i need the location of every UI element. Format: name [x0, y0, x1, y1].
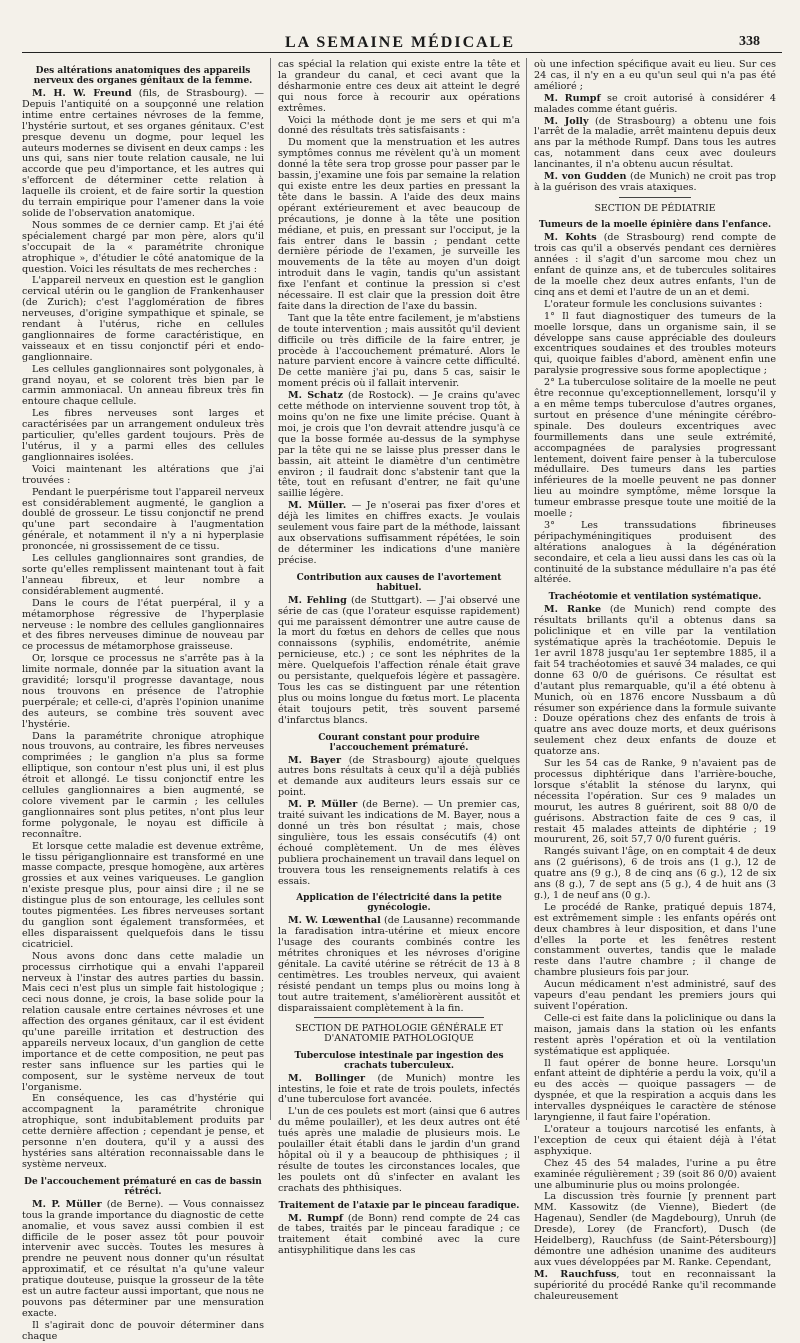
- paragraph: Voici la méthode dont je me sers et qui m'a donné des résultats très satisfaisants :: [278, 114, 520, 137]
- paragraph: Il s'agirait donc de pouvoir déterminer dans chaque: [22, 1319, 264, 1342]
- paragraph: Sur les 54 cas de Ranke, 9 n'avaient pas de processus diphtérique dans l'arrière-bouche, lorsque s'établit la sténose du larynx, qui nécessita l'opération. Sur ces 9 malades un mourut, les autres 8 guérirent, soit 88 0/0 de guérisons. Abstraction faite de ces 9 cas, il restait 45 malades atteints de diphtérie ; 19 moururent, 26, soit 57,7 0/0 furent guéris.: [534, 758, 776, 846]
- article-heading: Courant constant pour produire l'accouchement prématuré.: [318, 732, 480, 753]
- paragraph: M. Kohts (de Strasbourg) rend compte de trois cas qu'il a observés pendant ces dernières années : il s'agit d'un sarcome mou chez un enfant de quinze ans, et de tubercules solitaires de la moelle chez deux autres enfants, l'un de cinq ans et demi et l'autre de un an et demi.: [534, 232, 776, 298]
- paragraph: Il faut opérer de bonne heure. Lorsqu'un enfant atteint de diphtérie a perdu la voix, qu'il a eu des accès — quoique passagers — de dyspnée, et que la respiration a acquis dans les intervalles dyspnéiques le caractère de sténose laryngienne, il faut faire l'opération.: [534, 1057, 776, 1124]
- paragraph: Tant que la tête entre facilement, je m'abstiens de toute intervention ; mais aussitôt qu'il devient difficile ou très difficile de la faire entrer, je procède à l'accouchement prématuré. Alors le nature parvient encore à vaincre cette difficulté. De cette manière j'ai pu, dans 5 cas, saisir le moment précis où il fallait intervenir.: [278, 312, 520, 390]
- paragraph: Dans le cours de l'état puerpéral, il y a métamorphose régressive de l'hyperplasie nerveuse : le nombre des cellules ganglionnaires et des fibres nerveuses diminue de nouveau par ce processus de métamorphose graisseuse.: [22, 597, 264, 653]
- speaker-name: M. Kohts: [544, 232, 597, 244]
- section-title: SECTION DE PÉDIATRIE: [594, 202, 716, 214]
- article-heading: De l'accouchement prématuré en cas de bassin rétréci.: [24, 1176, 262, 1197]
- paragraph: Pendant le puerpérisme tout l'appareil nerveux est considérablement augmenté, le ganglion a doublé de grosseur. Le tissu conjonctif ne prend qu'une part secondaire à l'augmentation générale, et notamment il n'y a ni hyperplasie prononcée, ni grossissement de ce tissu.: [22, 486, 264, 553]
- paragraph: M. Fehling (de Stuttgart). — J'ai observé une série de cas (que l'orateur esquisse rapidement) qui me paraissent démontrer une autre cause de la mort du fœtus en dehors de celles que nous connaissons (syphilis, endométrite, anémie pernicieuse, etc.) ; ce sont les néphrites de la mère. Quelquefois l'affection rénale était grave ou persistante, quelquefois légère et passagère. Tous les cas se distinguent par une rétention plus ou moins longue du fœtus mort. Le placenta était toujours petit, très souvent parsemé d'infarctus blancs.: [278, 594, 520, 726]
- speaker-name: M. von Gudden: [544, 171, 627, 183]
- article-heading: Des altérations anatomiques des appareils nerveux des organes génitaux de la femme.: [33, 66, 253, 86]
- paragraph: L'appareil nerveux en question est le ganglion cervical utérin ou le ganglion de Frankenhauser (de Zurich); c'est l'agglomération de fibres nerveuses, d'origine sympathique et spinale, se rendant à l'utérus, riche en cellules ganglionnaires de forme caractéristique, en vaisseaux et en tissu conjonctif péri et endo-ganglionnaire.: [22, 275, 264, 363]
- column-3: [534, 59, 777, 1302]
- paragraph: Et lorsque cette maladie est devenue extrême, le tissu périganglionnaire est transformé en une masse compacte, presque homogène, aux artères grossies et aux veines variqueuses. Le ganglion n'existe presque plus, pour ainsi dire ; il ne se distingue plus de son entourage, les cellules sont toutes pigmentées. Les fibres nerveuses sortant du ganglion sont également transformées, et elles disparaissent quelquefois dans le tissu cicatriciel.: [22, 840, 264, 950]
- paragraph: M. Müller. — Je n'oserai pas fixer d'ores et déjà les limites en chiffres exacts. Je voulais seulement vous faire part de la méthode, laissant aux observations suffisamment répétées, le soin de déterminer les indications d'une manière précise.: [278, 500, 520, 566]
- speaker-name: M. W. Lœwenthal: [288, 915, 381, 927]
- paragraph: Les cellules ganglionnaires sont polygonales, à grand noyau, et se colorent très bien par le carmin ammoniacal. Un anneau fibreux très fin entoure chaque cellule.: [22, 363, 264, 408]
- page-number: 338: [739, 34, 760, 49]
- article-heading: Tuberculose intestinale par ingestion des crachats tuberculeux.: [294, 1050, 504, 1071]
- speaker-name: M. Rauchfuss: [534, 1268, 617, 1280]
- paragraph: M. Rauchfuss, tout en reconnaissant la supériorité du procédé Ranke qu'il recommande chaleureusement: [534, 1268, 777, 1302]
- speaker-name: M. Bollinger: [288, 1072, 366, 1084]
- paragraph: En conséquence, les cas d'hystérie qui accompagnent la paramétrite chronique atrophique, sont indubitablement produits par cette dernière affection ; cependant je pense, et personne n'en doutera, qu'il y a aussi des hystéries sans altération reconnaissable dans le système nerveux.: [22, 1093, 264, 1170]
- paragraph: L'orateur formule les conclusions suivantes :: [544, 298, 763, 310]
- speaker-name: M. Bayer: [288, 754, 342, 766]
- paragraph: M. Schatz (de Rostock). — Je crains qu'avec cette méthode on intervienne souvent trop tôt, à moins qu'on ne fixe une limite précise. Quant à moi, je crois que l'on devrait attendre jusqu'à ce que la bosse formée au-dessus de la symphyse par la tête qui ne se laisse plus presser dans le bassin, ait atteint le diamètre d'un centimètre environ ; il faudrait donc s'abstenir tant que la tête, tout en refusant d'entrer, ne fait qu'une saillie légère.: [278, 390, 520, 500]
- section-rule: [619, 197, 692, 198]
- paragraph: M. P. Müller (de Berne). — Un premier cas, traité suivant les indications de M. Bayer, nous a donné un très bon résultat ; mais, chose singulière, tous les essais consécutifs (4) ont échoué complètement. Un de mes élèves publiera prochainement un travail dans lequel on trouvera tous les renseignements relatifs à ces essais.: [278, 799, 520, 887]
- paragraph: La discussion très fournie [y prennent part MM. Kassowitz (de Vienne), Biedert (de Hagenau), Sendler (de Magdebourg), Unruh (de Dresde), Lorey (de Francfort), Dusch (de Heidelberg), Rauchfuss (de Saint-Pétersbourg)] démontre une adhésion unanime des auditeurs aux vues développées par M. Ranke. Cependant,: [534, 1191, 776, 1268]
- speaker-name: M. Rumpf: [544, 92, 601, 104]
- speaker-name: M. P. Müller: [288, 799, 358, 811]
- paragraph: Rangés suivant l'âge, on en comptait 4 de deux ans (2 guérisons), 6 de trois ans (1 g.), 12 de quatre ans (9 g.), 8 de cinq ans (6 g.), 12 de six ans (8 g.), 7 de sept ans (5 g.), 4 de huit ans (3 g.), 1 de neuf ans (0 g.).: [534, 846, 776, 901]
- article-heading: Contribution aux causes de l'avortement habituel.: [296, 572, 502, 593]
- paragraph: Nous avons donc dans cette maladie un processus cirrhotique qui a envahi l'appareil nerveux à l'instar des autres parties du bassin. Mais ceci n'est plus un simple fait histologique ; ceci nous donne, je crois, la base solide pour la relation causale entre certaines névroses et une affection des organes génitaux, car il est évident qu'une pareille irritation et destruction des appareils nerveux locaux, d'un ganglion de cette importance et de cette composition, ne peut pas rester sans influence sur les parties qui le composent, sur le système nerveux de tout l'organisme.: [22, 950, 264, 1093]
- page-header: [0, 10, 800, 51]
- paragraph: 2° La tuberculose solitaire de la moelle ne peut être reconnue qu'exceptionnellement, lorsqu'il y a en même temps tuberculose d'autres organes, surtout en présence d'une méningite cérébro-spinale. Des douleurs excentriques avec fourmillements dans une seule extrémité, accompagnées de paralysies progressant lentement, doivent faire penser à la tuberculose médullaire. Des tumeurs dans les parties inférieures de la moelle peuvent ne pas donner lieu au moindre symptôme, même lorsque la tumeur embrasse presque toute une moitié de la moelle ;: [534, 377, 776, 520]
- paragraph: M. Bayer (de Strasbourg) ajoute quelques autres bons résultats à ceux qu'il a déjà publiés et demande aux auditeurs leurs essais sur ce point.: [278, 754, 521, 799]
- speaker-name: M. H. W. Freund: [32, 88, 132, 99]
- speaker-name: M. Jolly: [544, 115, 589, 127]
- paragraph: M. Rumpf se croit autorisé à considérer 4 malades comme étant guéris.: [534, 92, 776, 115]
- article-heading: Trachéotomie et ventilation systématique.: [548, 592, 762, 603]
- paragraph: Nous sommes de ce dernier camp. Et j'ai été spécialement chargé par mon père, alors qu'il s'occupait de la « paramétrite chronique atrophique », d'étudier le côté anatomique de la question. Voici les résultats de mes recherches :: [22, 219, 264, 275]
- paragraph: L'un de ces poulets est mort (ainsi que 6 autres du même poulailler), et les deux autres ont été tués après une maladie de plusieurs mois. Le poulailler était établi dans le jardin d'un grand hôpital où il y a beaucoup de phthisiques ; il résulte de toutes les circonstances locales, que les poulets ont dû s'infecter en avalant les crachats des phthisiques.: [278, 1106, 520, 1194]
- paragraph: Du moment que la menstruation et les autres symptômes connus me révèlent qu'à un moment donné la tête sera trop grosse pour passer par le bassin, j'examine une fois par semaine la relation qui existe entre les deux parties en pressant la tête dans le bassin. A l'aide des deux mains opérant extérieurement et avec beaucoup de précautions, je donne à la tête une position médiane, et puis, en pressant sur l'occiput, je la fais entrer dans le bassin ; pendant cette dernière période de l'examen, je surveille les mouvements de la tête au moyen d'un doigt introduit dans le vagin, tandis qu'un assistant fixe l'enfant et continue la pression si c'est nécessaire. Il est clair que la pression doit être faite dans la direction de l'axe du bassin.: [278, 137, 520, 312]
- paragraph: Les fibres nerveuses sont larges et caractérisées par un arrangement onduleux très particulier, qu'elles gardent toujours. Près de l'utérus, il y a parmi elles des cellules ganglionnaires isolées.: [22, 408, 264, 463]
- paragraph: M. P. Müller (de Berne). — Vous connaissez tous la grande importance du diagnostic de cette anomalie, et vous savez aussi combien il est difficile de le poser assez tôt pour pouvoir intervenir avec succès. Toutes les mesures à prendre ne peuvent nous donner qu'un résultat approximatif, et ce résultat n'a qu'une valeur pratique douteuse, puisque la grosseur de la tête est un autre facteur aussi important, que nous ne pouvons pas déterminer par une mensuration exacte.: [22, 1198, 264, 1319]
- paragraph: Dans la paramétrite chronique atrophique nous trouvons, au contraire, les fibres nerveuses comprimées ; le ganglion n'a plus sa forme elliptique, son contour n'est plus uni, il est plus étroit et allongé. Le tissu conjonctif entre les cellules ganglionnaires a bien augmenté, se colore vivement par le carmin ; les cellules ganglionnaires sont plus petites, n'ont plus leur forme polygonale, le noyau est difficile à reconnaître.: [22, 730, 264, 840]
- paragraph: Voici maintenant les altérations que j'ai trouvées :: [22, 463, 264, 486]
- section-title: SECTION DE PATHOLOGIE GÉNÉRALE ET D'ANATOMIE PATHOLOGIQUE: [295, 1022, 503, 1045]
- speaker-name: M. Schatz: [288, 390, 344, 402]
- paragraph: Les cellules ganglionnaires sont grandies, de sorte qu'elles remplissent maintenant tout à fait l'anneau fibreux, et leur nombre a considérablement augmenté.: [22, 553, 264, 597]
- speaker-name: M. Rumpf: [288, 1212, 344, 1224]
- speaker-name: M. P. Müller: [32, 1198, 102, 1210]
- section-rule: [314, 1017, 483, 1018]
- column-divider: [526, 58, 527, 1120]
- paragraph: 3° Les transsudations fibrineuses péripachyméningitiques produisent des altérations analogues à la dégénération secondaire, et cela a lieu aussi dans les cas où la continuité de la substance médullaire n'a pas été altérée.: [534, 519, 776, 586]
- paragraph: M. Bollinger (de Munich) montre les intestins, le foie et rate de trois poulets, infectés d'une tuberculose fort avancée.: [278, 1072, 520, 1106]
- paragraph: Chez 45 des 54 malades, l'urine a pu être examinée régulièrement ; 39 (soit 86 0/0) avaient une albuminurie plus ou moins prolongée.: [534, 1157, 776, 1191]
- column-divider: [270, 58, 271, 1120]
- paragraph: Aucun médicament n'est administré, sauf des vapeurs d'eau pendant les premiers jours qui suivent l'opération.: [534, 979, 776, 1012]
- header-rule: [22, 52, 782, 53]
- speaker-name: M. Müller.: [288, 500, 347, 512]
- paragraph: M. W. Lœwenthal (de Lausanne) recommande la faradisation intra-utérine et mieux encore l'usage des courants combinés contre les métrites chroniques et les névroses d'origine génitale. La cavité utérine se rétrécit de 13 à 8 centimètres. Les troubles nerveux, qui avaient résisté pendant un temps plus ou moins long à tout autre traitement, s'améliorèrent aussitôt et disparaissaient complètement à la fin.: [278, 915, 520, 1014]
- paragraph: M. Ranke (de Munich) rend compte des résultats brillants qu'il a obtenus dans sa policlinique et en ville par la ventilation systématique après la trachéotomie. Depuis le 1er avril 1878 jusqu'au 1er septembre 1885, il a fait 54 trachéotomies et sauvé 34 malades, ce qui donne 63 0/0 de guérisons. Ce résultat est d'autant plus remarquable, qu'il a été obtenu à Munich, où en 1876 encore Nussbaum a dû résumer son expérience dans la formule suivante : Douze opérations chez des enfants de trois à quatre ans avec douze morts, et deux guérisons seulement chez deux enfants de douze et quatorze ans.: [534, 604, 777, 758]
- column-1: [22, 60, 264, 1342]
- column-2: [278, 59, 521, 1257]
- paragraph: Or, lorsque ce processus ne s'arrête pas à la limite normale, donnée par la situation avant la gravidité; lorsqu'il progresse davantage, nous nous trouvons en présence de l'atrophie puerpérale; et celle-ci, d'après l'opinion unanime des auteurs, se combine très souvent avec l'hystérie.: [22, 653, 264, 730]
- paragraph: L'orateur a toujours narcotisé les enfants, à l'exception de ceux qui étaient déjà à l'état asphyxique.: [534, 1123, 776, 1157]
- paragraph: Le procédé de Ranke, pratiqué depuis 1874, est extrêmement simple : les enfants opérés ont deux chambres à leur disposition, et dans l'une d'elles la porte et les fenêtres restent constamment ouvertes, tandis que le malade reste dans l'autre chambre ; il change de chambre plusieurs fois par jour.: [534, 901, 776, 979]
- paragraph: M. Rumpf (de Bonn) rend compte de 24 cas de tabes, traités par le pinceau faradique ; ce traitement était combiné avec la cure antisyphilitique dans les cas: [278, 1212, 520, 1257]
- article-heading: Application de l'électricité dans la petite gynécologie.: [296, 893, 502, 914]
- speaker-name: M. Fehling: [288, 594, 347, 606]
- paragraph: 1° Il faut diagnostiquer des tumeurs de la moelle lorsque, dans un organisme sain, il se développe sans cause appréciable des douleurs excentriques soudaines et des troubles moteurs qui, quoique faibles d'abord, amènent enfin une paralysie progressive sous forme apoplectique ;: [534, 310, 776, 377]
- paragraph: où une infection spécifique avait eu lieu. Sur ces 24 cas, il n'y en a eu qu'un seul qui n'a pas été amélioré ;: [534, 59, 776, 92]
- paragraph: M. von Gudden (de Munich) ne croit pas trop à la guérison des vrais ataxiques.: [534, 171, 776, 193]
- journal-title: LA SEMAINE MÉDICALE: [284, 34, 516, 51]
- paragraph: cas spécial la relation qui existe entre la tête et la grandeur du canal, et ceci avant que la désharmonie entre ces deux ait atteint le degré qui nous force à recourir aux opérations extrêmes.: [278, 59, 520, 114]
- speaker-name: M. Ranke: [544, 604, 602, 616]
- paragraph: M. Jolly (de Strasbourg) a obtenu une fois l'arrêt de la maladie, arrêt maintenu depuis deux ans par la méthode Rumpf. Dans tous les autres cas, notamment dans ceux avec douleurs lancinantes, il n'a obtenu aucun résultat.: [534, 115, 776, 171]
- paragraph: M. H. W. Freund (fils, de Strasbourg). — Depuis l'antiquité on a soupçonné une relation intime entre certaines névroses de la femme, l'hystérie surtout, et ses organes génitaux. C'est presque devenu un dogme, pour lequel les auteurs modernes se divisent en deux camps : les uns qui, sans nier toute relation causale, ne lui accorde que peu d'importance, et les autres qui s'efforcent de déterminer cette relation à laquelle ils croient, et de faire sortir la question du terrain empirique pour l'amener dans la voie solide de l'observation anatomique.: [22, 88, 264, 219]
- paragraph: Celle-ci est faite dans la policlinique ou dans la maison, jamais dans la station où les enfants restent après l'opération et où la ventilation systématique est appliquée.: [534, 1012, 776, 1057]
- article-heading: Traitement de l'ataxie par le pinceau faradique.: [278, 1200, 520, 1211]
- article-heading: Tumeurs de la moelle épinière dans l'enfance.: [538, 220, 772, 231]
